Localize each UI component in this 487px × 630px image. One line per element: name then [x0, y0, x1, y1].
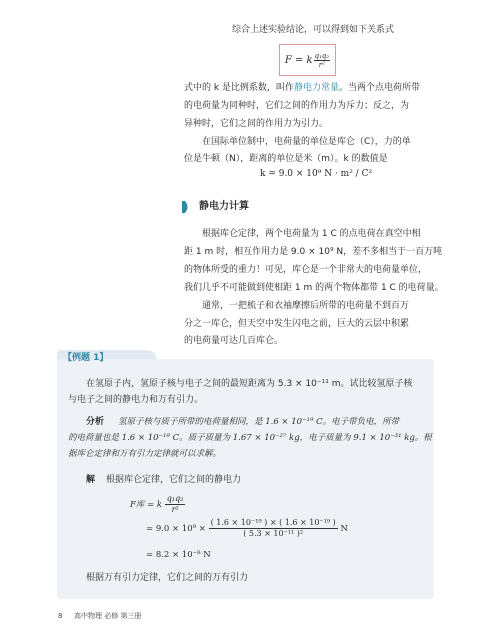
solution-line2: 根据万有引力定律，它们之间的万有引力: [86, 573, 249, 583]
equation-substitution-denominator: ( 5.3 × 10⁻¹¹ )²: [243, 529, 304, 538]
para1-line2: 的电荷量为同种时，它们之间的作用力为斥力；反之，为: [184, 101, 410, 111]
analysis-line1: 氢原子核与质子所带的电荷量相同，是 1.6 × 10⁻¹⁹ C。电子带负电，所带: [118, 417, 400, 427]
para3-line1: 根据库仑定律，两个电荷量为 1 C 的点电荷在真空中相: [202, 229, 421, 239]
para1-line1: [184, 82, 420, 94]
para3-line4: 我们几乎不可能做到使相距 1 m 的两个物体都带 1 C 的电荷量。: [184, 283, 444, 293]
equation-substitution-fraction: [209, 518, 338, 539]
solution-line1: 根据库仑定律，它们之间的静电力: [106, 475, 242, 485]
book-title: 高中物理 必修 第三册: [74, 612, 142, 620]
para3-line6: 分之一库仑，但天空中发生闪电之前，巨大的云层中积累: [184, 319, 410, 329]
formula-numerator: q₁q₂: [314, 51, 330, 60]
analysis-label: 分析: [86, 417, 105, 427]
para2-line1: 在国际单位制中，电荷量的单位是库仑（C），力的单: [202, 137, 411, 147]
para3-line3: 的物体所受的重力！可见，库仑是一个非常大的电荷量单位，: [184, 265, 428, 275]
para1-text-c: 。当两个点电荷所带: [338, 83, 420, 93]
example-question-line2: 与电子之间的静电力和万有引力。: [68, 395, 204, 405]
coulomb-formula-box: [279, 44, 336, 76]
page-number: 8: [58, 612, 63, 620]
para3-line5: 通常，一把梳子和衣袖摩擦后所带的电荷量不到百万: [202, 301, 410, 311]
example-label: 【例题 1】: [63, 353, 109, 363]
equation-numerator: q₁q₂: [166, 494, 184, 503]
formula-fraction: [314, 52, 331, 69]
constant-value: k = 9.0 × 10⁹ N · m² / C²: [260, 169, 373, 179]
equation-coefficient: = 9.0 × 10⁹ ×: [146, 524, 206, 534]
para1-text-a: 式中的 k 是比例系数，叫作: [184, 83, 294, 93]
para2-line2: 位是牛顿（N），距离的单位是米（m）。k 的数值是: [184, 154, 388, 164]
section-marker-icon: [182, 201, 190, 213]
equation-lhs: F库 = k: [130, 500, 163, 510]
section-title: 静电力计算: [199, 201, 249, 212]
formula-denominator: r²: [318, 60, 325, 69]
para3-line2: 距 1 m 时，相互作用力是 9.0 × 10⁹ N，差不多相当于一百万吨: [184, 247, 443, 257]
solution-label: 解: [86, 475, 96, 485]
para1-line3: 异种时，它们之间的作用力为引力。: [184, 119, 329, 129]
equation-substitution-numerator: ( 1.6 × 10⁻¹⁹ ) × ( 1.6 × 10⁻¹⁹ ): [210, 518, 336, 527]
equation-denominator: r²: [171, 505, 179, 514]
term-electrostatic-constant: 静电力常量: [293, 83, 339, 93]
equation-coulomb: [130, 494, 185, 515]
formula-lhs: F = k: [284, 54, 313, 66]
analysis-line2: 的电荷量也是 1.6 × 10⁻¹⁹ C。质子质量为 1.67 × 10⁻²⁷ kg，电子质量为 9.1 × 10⁻³¹ kg。根: [68, 433, 432, 443]
equation-substitution: [146, 518, 348, 539]
analysis-line3: 据库仑定律和万有引力定律就可以求解。: [68, 449, 222, 459]
example-question-line1: 在氢原子内，氢原子核与电子之间的最短距离为 5.3 × 10⁻¹¹ m。试比较氢原子核: [86, 379, 413, 389]
equation-unit: N: [340, 524, 348, 534]
equation-fraction: [165, 494, 186, 515]
intro-text: 综合上述实验结论，可以得到如下关系式: [232, 25, 395, 35]
para3-line7: 的电荷量可达几百库仑。: [184, 336, 284, 346]
equation-result: = 8.2 × 10⁻⁸ N: [146, 550, 211, 560]
